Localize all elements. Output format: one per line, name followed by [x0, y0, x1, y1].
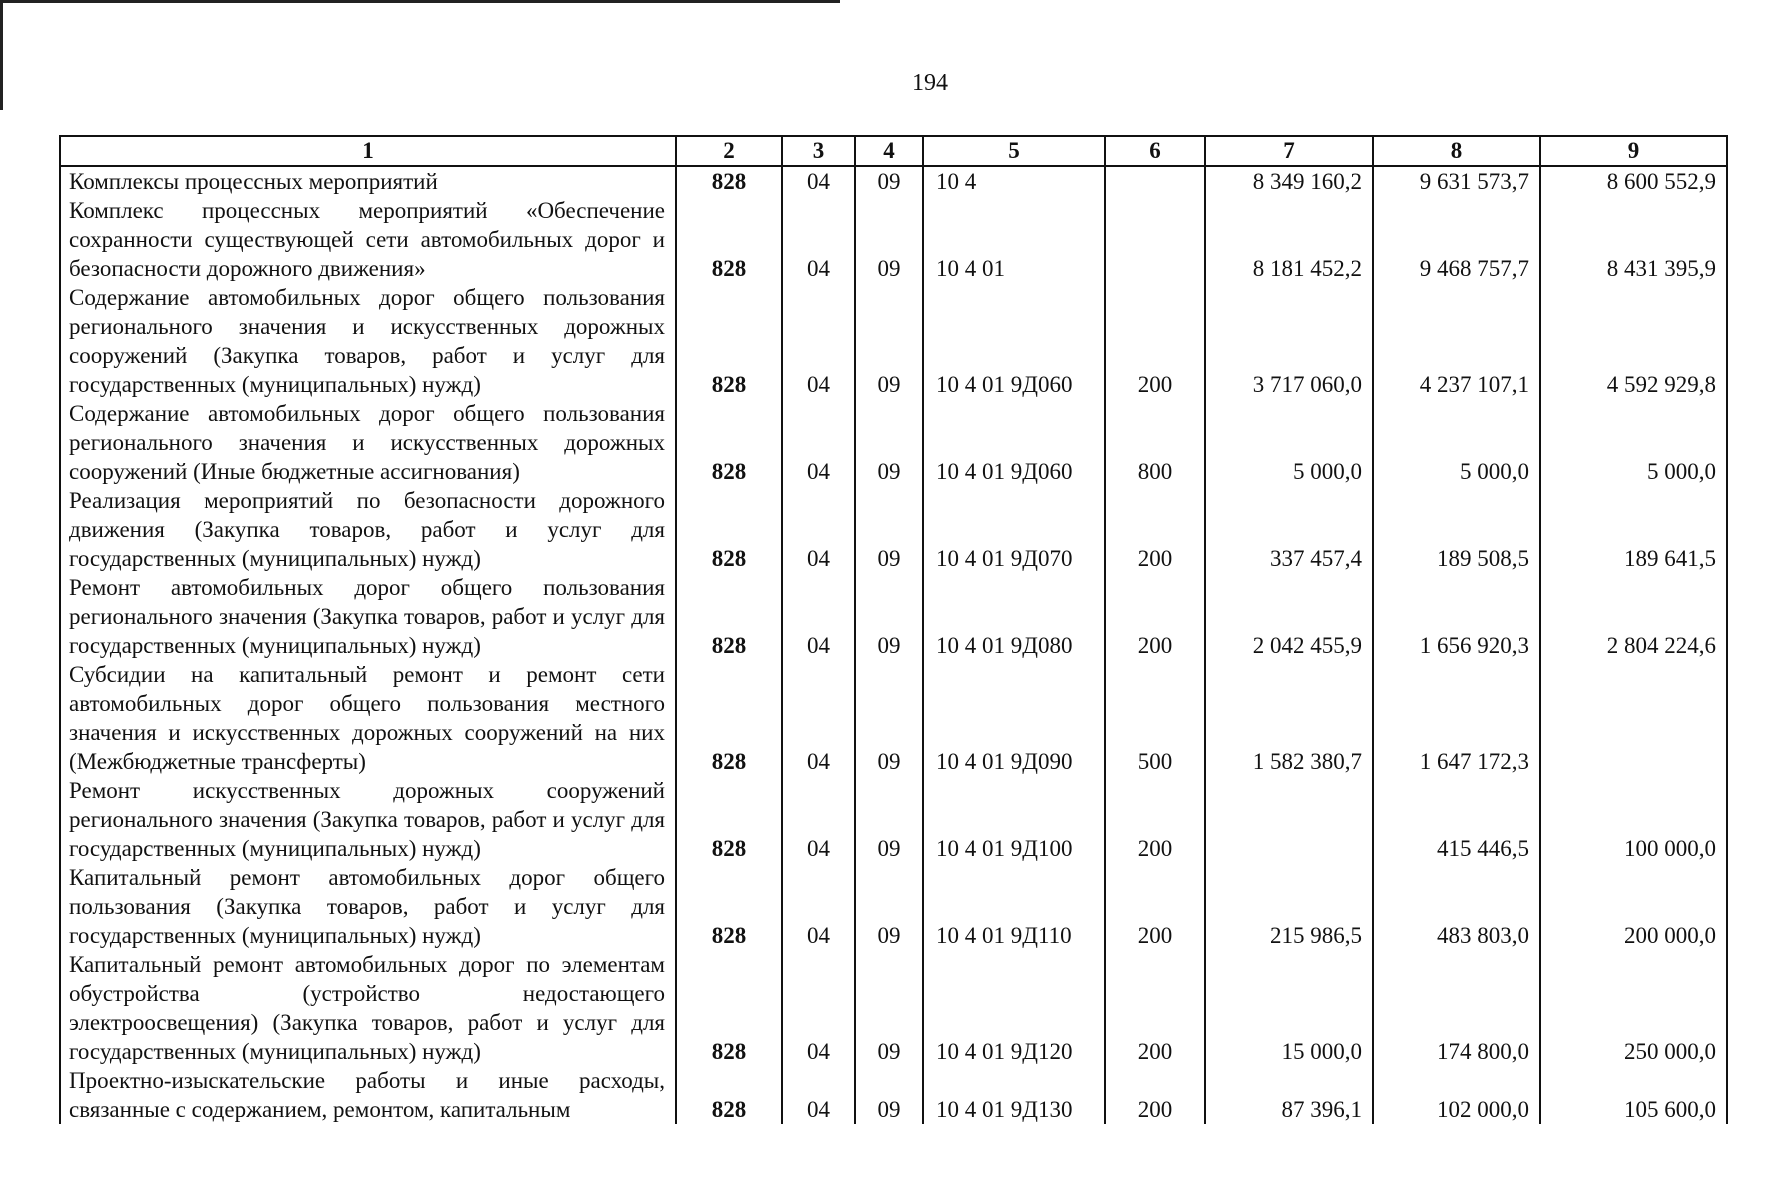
cell-amount-year-2: 483 803,0: [1373, 863, 1540, 950]
cell-description: Комплексы процессных мероприятий: [60, 166, 676, 196]
cell-amount-year-2: 102 000,0: [1373, 1066, 1540, 1124]
cell-target-article: 10 4 01 9Д130: [923, 1066, 1105, 1124]
cell-amount-year-1: 1 582 380,7: [1205, 660, 1373, 776]
table-row: [60, 950, 1727, 1066]
cell-amount-year-3: 189 641,5: [1540, 486, 1727, 573]
table-row: [60, 486, 1727, 573]
cell-amount-year-2: 4 237 107,1: [1373, 283, 1540, 399]
cell-expense-type: 200: [1105, 486, 1205, 573]
column-header-1: 1: [60, 136, 676, 166]
cell-expense-type: 200: [1105, 863, 1205, 950]
cell-expense-type: 200: [1105, 573, 1205, 660]
cell-description: Капитальный ремонт автомобильных дорог общего пользования (Закупка товаров, работ и услуг для государственных (муниципальных) нужд): [60, 863, 676, 950]
header-row: [60, 136, 1727, 166]
cell-amount-year-1: 15 000,0: [1205, 950, 1373, 1066]
cell-ministry-code: 828: [676, 196, 782, 283]
cell-amount-year-1: 8 349 160,2: [1205, 166, 1373, 196]
column-header-4: 4: [855, 136, 923, 166]
budget-table-container: [59, 135, 1726, 1124]
cell-amount-year-1: [1205, 776, 1373, 863]
cell-amount-year-2: 9 631 573,7: [1373, 166, 1540, 196]
cell-subsection-code: 09: [855, 166, 923, 196]
cell-ministry-code: 828: [676, 1066, 782, 1124]
cell-ministry-code: 828: [676, 486, 782, 573]
cell-amount-year-3: 200 000,0: [1540, 863, 1727, 950]
cell-amount-year-3: [1540, 660, 1727, 776]
cell-section-code: 04: [782, 863, 855, 950]
cell-amount-year-2: 1 656 920,3: [1373, 573, 1540, 660]
cell-expense-type: 200: [1105, 1066, 1205, 1124]
cell-section-code: 04: [782, 660, 855, 776]
cell-amount-year-3: 105 600,0: [1540, 1066, 1727, 1124]
scan-edge-top: [0, 0, 840, 3]
cell-ministry-code: 828: [676, 776, 782, 863]
cell-amount-year-3: 5 000,0: [1540, 399, 1727, 486]
cell-section-code: 04: [782, 950, 855, 1066]
cell-expense-type: 200: [1105, 950, 1205, 1066]
page-number: 194: [912, 70, 948, 96]
cell-subsection-code: 09: [855, 399, 923, 486]
cell-section-code: 04: [782, 573, 855, 660]
cell-amount-year-3: 250 000,0: [1540, 950, 1727, 1066]
cell-section-code: 04: [782, 486, 855, 573]
cell-amount-year-3: 4 592 929,8: [1540, 283, 1727, 399]
table-header: [60, 136, 1727, 166]
cell-description: Реализация мероприятий по безопасности дорожного движения (Закупка товаров, работ и услуг для государственных (муниципальных) нужд): [60, 486, 676, 573]
cell-amount-year-1: 87 396,1: [1205, 1066, 1373, 1124]
cell-expense-type: 500: [1105, 660, 1205, 776]
cell-amount-year-3: 8 600 552,9: [1540, 166, 1727, 196]
cell-ministry-code: 828: [676, 950, 782, 1066]
cell-amount-year-1: 215 986,5: [1205, 863, 1373, 950]
cell-ministry-code: 828: [676, 863, 782, 950]
cell-subsection-code: 09: [855, 660, 923, 776]
cell-target-article: 10 4 01 9Д060: [923, 283, 1105, 399]
cell-subsection-code: 09: [855, 486, 923, 573]
cell-amount-year-1: 5 000,0: [1205, 399, 1373, 486]
table-row: [60, 573, 1727, 660]
cell-target-article: 10 4 01: [923, 196, 1105, 283]
cell-subsection-code: 09: [855, 950, 923, 1066]
table-row: [60, 863, 1727, 950]
cell-section-code: 04: [782, 166, 855, 196]
cell-target-article: 10 4 01 9Д070: [923, 486, 1105, 573]
column-header-5: 5: [923, 136, 1105, 166]
column-header-6: 6: [1105, 136, 1205, 166]
cell-target-article: 10 4 01 9Д110: [923, 863, 1105, 950]
budget-table: [59, 135, 1728, 1124]
cell-description: Ремонт искусственных дорожных сооружений регионального значения (Закупка товаров, работ и услуг для государственных (муниципальных) нужд): [60, 776, 676, 863]
cell-amount-year-2: 189 508,5: [1373, 486, 1540, 573]
cell-expense-type: 200: [1105, 776, 1205, 863]
cell-amount-year-1: 3 717 060,0: [1205, 283, 1373, 399]
cell-ministry-code: 828: [676, 166, 782, 196]
cell-amount-year-1: 8 181 452,2: [1205, 196, 1373, 283]
cell-amount-year-2: 5 000,0: [1373, 399, 1540, 486]
cell-subsection-code: 09: [855, 196, 923, 283]
cell-description: Проектно-изыскательские работы и иные расходы, связанные с содержанием, ремонтом, капитальным: [60, 1066, 676, 1124]
cell-amount-year-2: 415 446,5: [1373, 776, 1540, 863]
cell-section-code: 04: [782, 196, 855, 283]
cell-subsection-code: 09: [855, 776, 923, 863]
table-row: [60, 283, 1727, 399]
cell-amount-year-2: 9 468 757,7: [1373, 196, 1540, 283]
cell-subsection-code: 09: [855, 863, 923, 950]
column-header-8: 8: [1373, 136, 1540, 166]
cell-section-code: 04: [782, 1066, 855, 1124]
cell-target-article: 10 4 01 9Д060: [923, 399, 1105, 486]
cell-expense-type: [1105, 196, 1205, 283]
column-header-3: 3: [782, 136, 855, 166]
cell-subsection-code: 09: [855, 283, 923, 399]
column-header-2: 2: [676, 136, 782, 166]
cell-description: Содержание автомобильных дорог общего пользования регионального значения и искусственных дорожных сооружений (Иные бюджетные ассигнования): [60, 399, 676, 486]
cell-section-code: 04: [782, 283, 855, 399]
table-row: [60, 399, 1727, 486]
cell-description: Ремонт автомобильных дорог общего пользования регионального значения (Закупка товаров, работ и услуг для государственных (муниципальных) нужд): [60, 573, 676, 660]
cell-amount-year-3: 8 431 395,9: [1540, 196, 1727, 283]
cell-expense-type: 800: [1105, 399, 1205, 486]
cell-amount-year-1: 337 457,4: [1205, 486, 1373, 573]
table-row: [60, 776, 1727, 863]
cell-target-article: 10 4 01 9Д100: [923, 776, 1105, 863]
cell-description: Капитальный ремонт автомобильных дорог по элементам обустройства (устройство недостающего электроосвещения) (Закупка товаров, работ и услуг для государственных (муниципальных) нужд): [60, 950, 676, 1066]
cell-amount-year-3: 100 000,0: [1540, 776, 1727, 863]
cell-subsection-code: 09: [855, 573, 923, 660]
cell-ministry-code: 828: [676, 573, 782, 660]
cell-amount-year-2: 174 800,0: [1373, 950, 1540, 1066]
table-row: [60, 196, 1727, 283]
cell-ministry-code: 828: [676, 660, 782, 776]
cell-section-code: 04: [782, 399, 855, 486]
cell-amount-year-3: 2 804 224,6: [1540, 573, 1727, 660]
column-header-7: 7: [1205, 136, 1373, 166]
table-body: [60, 166, 1727, 1124]
cell-expense-type: 200: [1105, 283, 1205, 399]
table-row: [60, 1066, 1727, 1124]
cell-expense-type: [1105, 166, 1205, 196]
table-row: [60, 166, 1727, 196]
cell-description: Субсидии на капитальный ремонт и ремонт сети автомобильных дорог общего пользования местного значения и искусственных дорожных сооружений на них (Межбюджетные трансферты): [60, 660, 676, 776]
cell-target-article: 10 4 01 9Д120: [923, 950, 1105, 1066]
cell-amount-year-2: 1 647 172,3: [1373, 660, 1540, 776]
cell-description: Содержание автомобильных дорог общего пользования регионального значения и искусственных дорожных сооружений (Закупка товаров, работ и услуг для государственных (муниципальных) нужд): [60, 283, 676, 399]
cell-amount-year-1: 2 042 455,9: [1205, 573, 1373, 660]
cell-target-article: 10 4: [923, 166, 1105, 196]
cell-target-article: 10 4 01 9Д080: [923, 573, 1105, 660]
cell-ministry-code: 828: [676, 283, 782, 399]
cell-description: Комплекс процессных мероприятий «Обеспечение сохранности существующей сети автомобильных дорог и безопасности дорожного движения»: [60, 196, 676, 283]
column-header-9: 9: [1540, 136, 1727, 166]
cell-subsection-code: 09: [855, 1066, 923, 1124]
cell-ministry-code: 828: [676, 399, 782, 486]
cell-target-article: 10 4 01 9Д090: [923, 660, 1105, 776]
table-row: [60, 660, 1727, 776]
cell-section-code: 04: [782, 776, 855, 863]
